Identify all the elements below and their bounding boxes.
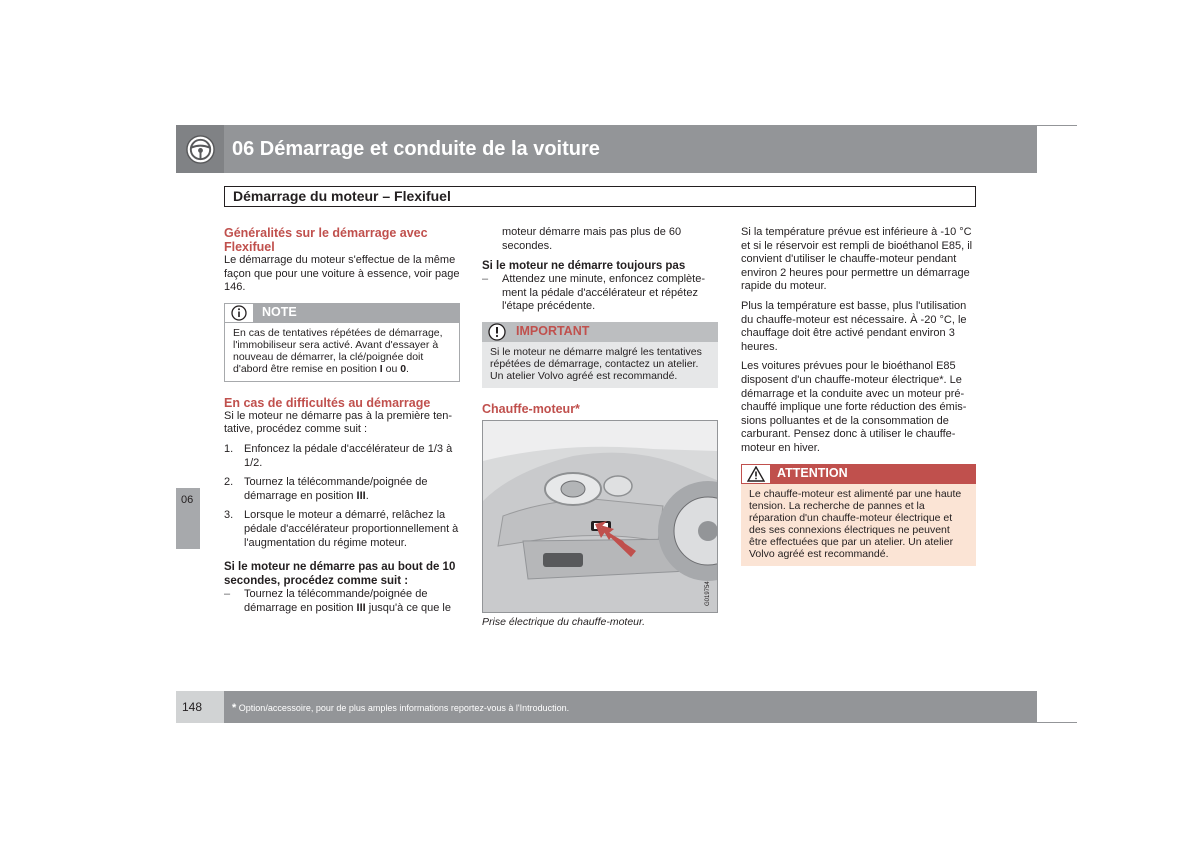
column-2 [482, 226, 718, 630]
page-number: 148 [182, 700, 203, 714]
figure-caption: Prise électrique du chauffe-moteur. [482, 615, 646, 628]
chapter-side-tab: 06 [176, 488, 200, 549]
important-box [482, 322, 718, 388]
important-header [482, 322, 718, 342]
heading-generalites: Généralités sur le démarrage avec Flexifuel [224, 226, 428, 254]
column-3 [741, 226, 976, 580]
list-item: 2. Tournez la télécommande/poignée de démarrage en position III. [224, 476, 428, 502]
footnote: * Option/accessoire, pour de plus amples informations reportez-vous à l'Introduction. [232, 702, 570, 714]
important-text: Si le moteur ne démarre malgré les tentatives répétées de démarrage, contactez un atelier. Un atelier Volvo agréé est recommandé. [482, 342, 718, 388]
attention-label: ATTENTION [777, 465, 848, 480]
list-item: 1. Enfoncez la pédale d'accélérateur de 1/3 à 1/2. [224, 442, 453, 469]
header-rule [1037, 125, 1077, 126]
heading-chauffe-moteur: Chauffe-moteur* [482, 401, 580, 416]
heading-toujours-pas: Si le moteur ne démarre toujours pas [482, 260, 686, 273]
list-item: – Tournez la télécommande/poignée de démarrage en position III jusqu'à ce que le [224, 588, 451, 614]
attention-text: Le chauffe-moteur est alimenté par une haute tension. La recherche de pannes et la réparation d'un chauffe-moteur électrique et des ses connexions électriques ne peuvent être effectuées que par un atelier. Un atelier Volvo agréé est recommandé. [741, 484, 976, 566]
list-item: – Attendez une minute, enfoncez complètement la pédale d'accélérateur et répétez l'étape précédente. [482, 273, 706, 313]
exclamation-icon [482, 322, 512, 342]
paragraph-continuation: moteur démarre mais pas plus de 60 secondes. [502, 226, 682, 252]
paragraph-e85: Les voitures prévues pour le bioéthanol E85 disposent d'un chauffe-moteur électrique*. Le démarrage et la conduite avec un moteur préchauffé implique une forte réduction des émissions polluantes et de la consommation de carburant. Pensez donc à utiliser le chauffe-moteur en hiver. [741, 360, 967, 454]
important-label: IMPORTANT [516, 324, 590, 339]
note-header [224, 303, 460, 323]
steering-wheel-icon [185, 134, 216, 165]
info-icon [224, 303, 254, 323]
warning-triangle-icon [741, 464, 771, 484]
heading-10-secondes: Si le moteur ne démarre pas au bout de 10 secondes, procédez comme suit : [224, 561, 456, 588]
figure-code: G019754 [705, 581, 711, 606]
attention-header [741, 464, 976, 484]
paragraph-difficultes: Si le moteur ne démarre pas à la première tentative, procédez comme suit : [224, 409, 453, 436]
chapter-title: 06 Démarrage et conduite de la voiture [232, 138, 600, 160]
attention-box [741, 464, 976, 566]
paragraph-generalites: Le démarrage du moteur s'effectue de la même façon que pour une voiture à essence, voir page 146. [224, 254, 460, 294]
paragraph-basse-temperature: Plus la température est basse, plus l'utilisation du chauffe-moteur est nécessaire. À -20 °C, le chauffage doit être activé pendant environ 3 heures. [741, 299, 967, 353]
section-title: Démarrage du moteur – Flexifuel [224, 186, 976, 207]
column-1 [224, 226, 460, 621]
note-box [224, 303, 460, 382]
note-text: En cas de tentatives répétées de démarrage, l'immobiliseur sera activé. Avant d'essayer à nouveau de démarrer, la clé/poignée doit d'abord être remise en position I ou 0. [224, 323, 460, 382]
engine-heater-photo [482, 420, 718, 613]
heading-difficultes: En cas de difficultés au démarrage [224, 395, 431, 410]
footer-rule [1037, 722, 1077, 723]
paragraph-temperature: Si la température prévue est inférieure à -10 °C et si le réservoir est rempli de bioéthanol E85, il convient d'utiliser le chauffe-moteur pendant environ 2 heures pour permettre un démarrage rapide du moteur. [741, 226, 973, 293]
list-item: 3. Lorsque le moteur a démarré, relâchez la pédale d'accélérateur proportionnellement à l'augmentation du régime moteur. [224, 509, 459, 549]
note-label: NOTE [262, 304, 297, 319]
